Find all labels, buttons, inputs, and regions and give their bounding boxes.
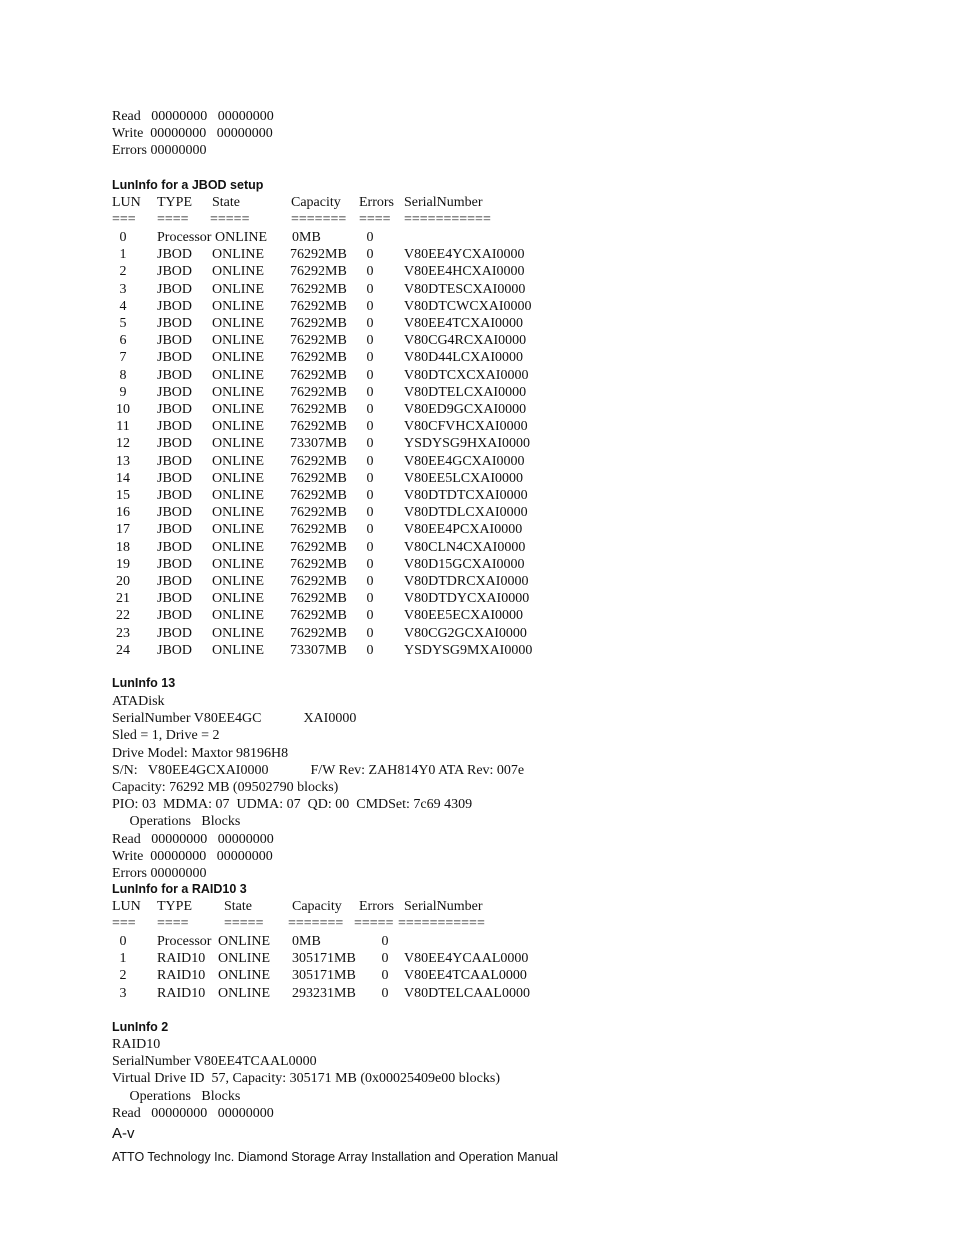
table-row — [0, 332, 954, 349]
lun-cell: 3 — [119, 281, 127, 297]
state-cell: ONLINE — [212, 367, 265, 383]
lun-cell: 12 — [116, 436, 130, 452]
type-cell: JBOD — [157, 384, 193, 400]
errors-cell: 0 — [381, 951, 389, 967]
table-row — [0, 384, 954, 401]
col-header-lun: LUN — [112, 899, 141, 914]
lun-cell: 0 — [119, 934, 127, 949]
lun-cell: 0 — [119, 230, 127, 245]
errors-cell: 0 — [366, 367, 374, 383]
table-row — [0, 487, 954, 504]
state-cell: ONLINE — [212, 591, 265, 607]
table-underline-row — [0, 211, 954, 228]
state-cell: ONLINE — [212, 505, 265, 521]
serial-cell: V80DTDLCXAI0000 — [404, 505, 528, 521]
errors-cell: 0 — [366, 522, 374, 538]
state-cell: ONLINE — [212, 453, 265, 469]
serial-cell: V80DTDTCXAI0000 — [404, 488, 528, 503]
section-heading-jbod: LunInfo for a JBOD setup — [112, 178, 264, 192]
lun-cell: 20 — [116, 574, 130, 589]
capacity-cell: 73307MB — [290, 436, 347, 452]
errors-cell: 0 — [366, 333, 374, 349]
errors-cell: 0 — [366, 488, 374, 503]
errors-cell: 0 — [366, 574, 374, 589]
state-cell: ONLINE — [212, 574, 265, 589]
table-row — [0, 418, 954, 435]
underline-errors: ==== — [359, 212, 391, 227]
errors-cell: 0 — [366, 419, 374, 435]
table-row — [0, 401, 954, 418]
errors-cell: 0 — [366, 608, 374, 624]
detail-line: Capacity: 76292 MB (09502790 blocks) — [112, 780, 339, 795]
type-cell: JBOD — [157, 642, 193, 658]
capacity-cell: 76292MB — [290, 574, 347, 589]
state-cell: ONLINE — [212, 247, 265, 263]
serial-cell: V80D44LCXAI0000 — [404, 350, 523, 366]
capacity-cell: 76292MB — [290, 505, 347, 521]
underline-serial: =========== — [404, 212, 491, 227]
detail-line: ATADisk — [112, 694, 165, 709]
col-header-lun: LUN — [112, 195, 141, 210]
errors-cell: 0 — [366, 505, 374, 521]
errors-cell: 0 — [366, 384, 374, 400]
lun-cell: 19 — [116, 556, 130, 572]
capacity-cell: 293231MB — [292, 985, 356, 1001]
col-header-type: TYPE — [157, 899, 192, 914]
capacity-cell: 76292MB — [290, 367, 347, 383]
lun-cell: 7 — [119, 350, 127, 366]
section-heading-raid10: LunInfo for a RAID10 3 — [112, 882, 247, 896]
underline-state: ===== — [224, 916, 264, 931]
state-cell: ONLINE — [212, 298, 265, 314]
serial-cell: YSDYSG9HXAI0000 — [404, 436, 531, 452]
capacity-cell: 76292MB — [290, 264, 347, 280]
col-header-capacity: Capacity — [292, 899, 342, 914]
errors-cell: 0 — [366, 281, 374, 297]
capacity-cell: 76292MB — [290, 608, 347, 624]
type-cell: JBOD — [157, 625, 193, 641]
lun-cell: 4 — [119, 298, 127, 314]
lun-cell: 16 — [116, 505, 130, 521]
detail-line: Write 00000000 00000000 — [112, 848, 273, 864]
detail-line: Sled = 1, Drive = 2 — [112, 728, 220, 744]
type-cell: JBOD — [157, 316, 193, 331]
table-row — [0, 625, 954, 642]
state-cell: ONLINE — [212, 419, 265, 435]
capacity-cell: 76292MB — [290, 281, 347, 297]
underline-lun: === — [112, 916, 136, 931]
errors-cell: 0 — [366, 539, 374, 555]
table-row — [0, 607, 954, 624]
table-header-row — [0, 898, 954, 915]
lun-cell: 2 — [119, 264, 127, 280]
type-cell: JBOD — [157, 591, 193, 607]
serial-cell: V80DTDRCXAI0000 — [404, 574, 529, 589]
state-cell: ONLINE — [212, 539, 265, 555]
type-cell: JBOD — [157, 298, 193, 314]
state-cell: ONLINE — [212, 264, 265, 280]
state-cell: ONLINE — [212, 470, 265, 486]
serial-cell: V80DTELCAAL0000 — [404, 985, 530, 1001]
lun-cell: 14 — [116, 470, 130, 486]
detail-line: Operations Blocks — [112, 1088, 241, 1104]
col-header-state: State — [212, 195, 240, 210]
capacity-cell: 76292MB — [290, 488, 347, 503]
table-row — [0, 967, 954, 984]
lun-cell: 1 — [119, 247, 127, 263]
serial-cell: V80DTESCXAI0000 — [404, 281, 526, 297]
col-header-errors: Errors — [359, 899, 394, 914]
state-cell: ONLINE — [212, 556, 265, 572]
type-cell: JBOD — [157, 419, 193, 435]
serial-cell: V80EE4HCXAI0000 — [404, 264, 525, 280]
errors-cell: 0 — [366, 298, 374, 314]
state-cell: ONLINE — [212, 488, 265, 503]
type-cell: RAID10 — [157, 951, 206, 967]
errors-cell: 0 — [366, 350, 374, 366]
state-cell: ONLINE — [212, 350, 265, 366]
errors-cell: 0 — [366, 247, 374, 263]
capacity-cell: 76292MB — [290, 384, 347, 400]
detail-line: Errors 00000000 — [112, 866, 207, 881]
state-cell: ONLINE — [212, 333, 265, 349]
lun-cell: 10 — [116, 402, 130, 417]
state-cell: ONLINE — [212, 522, 265, 538]
underline-lun: === — [112, 212, 136, 227]
serial-cell: V80EE5LCXAI0000 — [404, 470, 523, 486]
errors-cell: 0 — [381, 934, 389, 949]
type-cell: RAID10 — [157, 968, 206, 984]
errors-cell: 0 — [366, 264, 374, 280]
stat-line-write: Write 00000000 00000000 — [112, 126, 273, 141]
page-number: A-v — [112, 1125, 135, 1142]
type-cell: JBOD — [157, 488, 193, 503]
capacity-cell: 76292MB — [290, 316, 347, 331]
lun-cell: 21 — [116, 591, 130, 607]
col-header-state: State — [224, 899, 252, 914]
errors-cell: 0 — [366, 642, 374, 658]
capacity-cell: 76292MB — [290, 522, 347, 538]
table-row — [0, 985, 954, 1002]
errors-cell: 0 — [381, 968, 389, 984]
table-row — [0, 229, 954, 246]
lun-cell: 24 — [116, 642, 130, 658]
serial-cell: V80DTELCXAI0000 — [404, 384, 527, 400]
capacity-cell: 76292MB — [290, 247, 347, 263]
detail-line: SerialNumber V80EE4TCAAL0000 — [112, 1054, 317, 1070]
col-header-errors: Errors — [359, 195, 394, 210]
detail-line: RAID10 — [112, 1037, 161, 1052]
lun-cell: 6 — [119, 333, 127, 349]
state-cell: ONLINE — [212, 608, 265, 624]
capacity-cell: 76292MB — [290, 470, 347, 486]
capacity-cell: 305171MB — [292, 951, 356, 967]
serial-cell: V80EE5ECXAI0000 — [404, 608, 523, 624]
type-cell: JBOD — [157, 333, 193, 349]
capacity-cell: 76292MB — [290, 333, 347, 349]
table-row — [0, 298, 954, 315]
state-cell: ONLINE — [212, 436, 265, 452]
capacity-cell: 76292MB — [290, 591, 347, 607]
capacity-cell: 76292MB — [290, 625, 347, 641]
underline-errors: ===== — [354, 916, 394, 931]
lun-cell: 13 — [116, 453, 130, 469]
capacity-cell: 0MB — [292, 934, 321, 949]
serial-cell: V80EE4TCXAI0000 — [404, 316, 523, 331]
type-cell: JBOD — [157, 350, 193, 366]
table-header-row — [0, 194, 954, 211]
type-cell: JBOD — [157, 574, 193, 589]
errors-cell: 0 — [366, 470, 374, 486]
type-cell: JBOD — [157, 539, 193, 555]
table-row — [0, 504, 954, 521]
errors-cell: 0 — [366, 625, 374, 641]
type-cell: JBOD — [157, 436, 193, 452]
table-row — [0, 315, 954, 332]
state-cell: ONLINE — [212, 402, 265, 417]
stat-line-read: Read 00000000 00000000 — [112, 109, 274, 124]
type-cell: JBOD — [157, 522, 193, 538]
state-cell: ONLINE — [218, 951, 271, 967]
errors-cell: 0 — [366, 316, 374, 331]
table-row — [0, 556, 954, 573]
lun-cell: 5 — [119, 316, 127, 331]
underline-type: ==== — [157, 916, 189, 931]
serial-cell: V80CFVHCXAI0000 — [404, 419, 528, 435]
capacity-cell: 73307MB — [290, 642, 347, 658]
capacity-cell: 76292MB — [290, 298, 347, 314]
table-row — [0, 573, 954, 590]
section-heading-luninfo2: LunInfo 2 — [112, 1020, 169, 1034]
type-cell: JBOD — [157, 608, 193, 624]
type-cell: JBOD — [157, 247, 193, 263]
detail-line: Drive Model: Maxtor 98196H8 — [112, 745, 289, 761]
capacity-cell: 76292MB — [290, 402, 347, 417]
serial-cell: V80EE4YCXAI0000 — [404, 247, 525, 263]
capacity-cell: 76292MB — [290, 419, 347, 435]
state-cell: ONLINE — [212, 316, 265, 331]
serial-cell: V80DTCXCXAI0000 — [404, 367, 529, 383]
underline-capacity: ======= — [291, 212, 347, 227]
serial-cell: V80CG4RCXAI0000 — [404, 333, 527, 349]
errors-cell: 0 — [366, 591, 374, 607]
table-row — [0, 281, 954, 298]
type-cell: JBOD — [157, 367, 193, 383]
col-header-capacity: Capacity — [291, 195, 341, 210]
type-cell: RAID10 — [157, 985, 206, 1001]
serial-cell: V80EE4TCAAL0000 — [404, 968, 527, 984]
capacity-cell: 76292MB — [290, 350, 347, 366]
detail-line: Virtual Drive ID 57, Capacity: 305171 MB (0x00025409e00 blocks) — [112, 1071, 500, 1087]
table-row — [0, 349, 954, 366]
serial-cell: V80DTDYCXAI0000 — [404, 591, 530, 607]
stat-line-errors: Errors 00000000 — [112, 143, 207, 158]
table-row — [0, 933, 954, 950]
lun-cell: 1 — [119, 951, 127, 967]
detail-line: Read 00000000 00000000 — [112, 831, 274, 847]
state-cell: ONLINE — [218, 985, 271, 1001]
col-header-serial: SerialNumber — [404, 899, 483, 914]
table-row — [0, 435, 954, 452]
errors-cell: 0 — [366, 230, 374, 245]
errors-cell: 0 — [366, 436, 374, 452]
table-row — [0, 642, 954, 659]
capacity-cell: 76292MB — [290, 539, 347, 555]
type-cell: JBOD — [157, 505, 193, 521]
state-cell: ONLINE — [218, 968, 271, 984]
footer-title: ATTO Technology Inc. Diamond Storage Array Installation and Operation Manual — [112, 1150, 559, 1164]
detail-line: Read 00000000 00000000 — [112, 1105, 274, 1121]
detail-line: SerialNumber V80EE4GC XAI0000 — [112, 711, 357, 727]
errors-cell: 0 — [366, 402, 374, 417]
errors-cell: 0 — [381, 985, 389, 1001]
capacity-cell: 305171MB — [292, 968, 356, 984]
underline-state: ===== — [210, 212, 250, 227]
serial-cell: V80ED9GCXAI0000 — [404, 402, 527, 417]
lun-cell: 22 — [116, 608, 130, 624]
serial-cell: V80EE4YCAAL0000 — [404, 951, 529, 967]
type-cell: Processor — [157, 934, 212, 949]
section-heading-luninfo13: LunInfo 13 — [112, 676, 176, 690]
table-row — [0, 590, 954, 607]
type-cell: JBOD — [157, 264, 193, 280]
serial-cell: V80CLN4CXAI0000 — [404, 539, 526, 555]
capacity-cell: 76292MB — [290, 453, 347, 469]
state-cell: ONLINE — [212, 642, 265, 658]
underline-type: ==== — [157, 212, 189, 227]
type-cell: JBOD — [157, 402, 193, 417]
type-cell: Processor — [157, 230, 212, 245]
serial-cell: V80EE4PCXAI0000 — [404, 522, 523, 538]
state-cell: ONLINE — [212, 384, 265, 400]
serial-cell: V80D15GCXAI0000 — [404, 556, 525, 572]
detail-line: S/N: V80EE4GCXAI0000 F/W Rev: ZAH814Y0 ATA Rev: 007e — [112, 762, 525, 778]
lun-cell: 17 — [116, 522, 130, 538]
table-row — [0, 521, 954, 538]
table-underline-row — [0, 915, 954, 932]
lun-cell: 2 — [119, 968, 127, 984]
table-row — [0, 263, 954, 280]
serial-cell: V80CG2GCXAI0000 — [404, 625, 527, 641]
capacity-cell: 76292MB — [290, 556, 347, 572]
type-cell: JBOD — [157, 556, 193, 572]
serial-cell: YSDYSG9MXAI0000 — [404, 642, 533, 658]
lun-cell: 18 — [116, 539, 130, 555]
table-row — [0, 246, 954, 263]
col-header-serial: SerialNumber — [404, 195, 483, 210]
table-row — [0, 539, 954, 556]
state-cell: ONLINE — [218, 934, 271, 949]
table-row — [0, 950, 954, 967]
detail-line: Operations Blocks — [112, 814, 241, 830]
state-cell: ONLINE — [212, 625, 265, 641]
lun-cell: 9 — [119, 384, 127, 400]
lun-cell: 15 — [116, 488, 130, 503]
detail-line: PIO: 03 MDMA: 07 UDMA: 07 QD: 00 CMDSet: 7c69 4309 — [112, 797, 473, 813]
serial-cell: V80DTCWCXAI0000 — [404, 298, 532, 314]
underline-serial: =========== — [398, 916, 485, 931]
type-cell: JBOD — [157, 470, 193, 486]
col-header-type: TYPE — [157, 195, 192, 210]
lun-cell: 3 — [119, 985, 127, 1001]
serial-cell: V80EE4GCXAI0000 — [404, 453, 525, 469]
lun-cell: 11 — [116, 419, 130, 435]
capacity-cell: 0MB — [292, 230, 321, 245]
table-row — [0, 367, 954, 384]
errors-cell: 0 — [366, 556, 374, 572]
table-row — [0, 453, 954, 470]
table-row — [0, 470, 954, 487]
lun-cell: 8 — [119, 367, 127, 383]
lun-cell: 23 — [116, 625, 130, 641]
type-cell: JBOD — [157, 281, 193, 297]
state-cell: ONLINE — [212, 281, 265, 297]
errors-cell: 0 — [366, 453, 374, 469]
state-cell: ONLINE — [215, 230, 268, 245]
type-cell: JBOD — [157, 453, 193, 469]
underline-capacity: ======= — [288, 916, 344, 931]
